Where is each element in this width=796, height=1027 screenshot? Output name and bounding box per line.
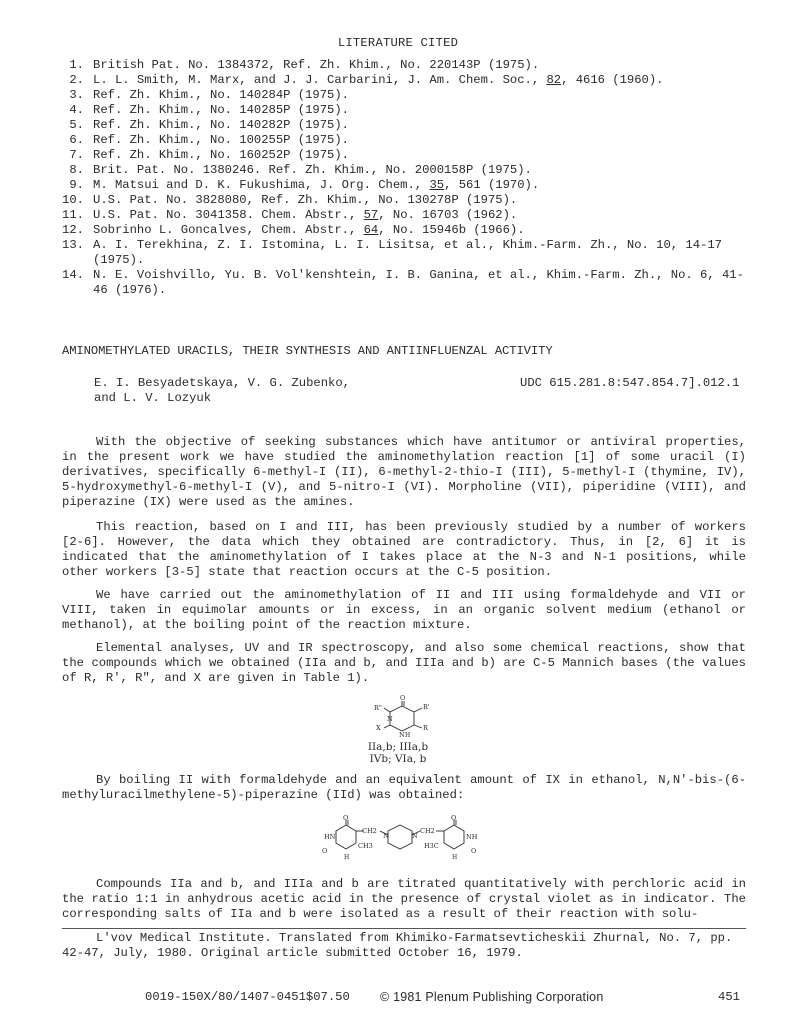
paragraph-2: This reaction, based on I and III, has been previously studied by a number of workers [2-6]. However, the data which they obtained are contradictory. Thus, in [2, 6] it is indicated that the aminomethylation of I takes place at the N-3 and N-1 positions, while other workers [3-5] state that reaction occurs at the C-5 position. bbox=[62, 520, 746, 579]
journal-code: 0019-150X/80/1407-0451$07.50 bbox=[145, 990, 350, 1004]
piperazine-structure-diagram bbox=[320, 814, 480, 863]
atom-label: H bbox=[452, 854, 458, 861]
atom-label: HN bbox=[324, 833, 336, 841]
reference-text: , 561 (1970). bbox=[444, 178, 540, 192]
page-number: 451 bbox=[718, 990, 740, 1004]
footnote-rule bbox=[62, 928, 746, 929]
reference-item bbox=[0, 208, 748, 223]
reference-text: Brit. Pat. No. 1380246. Ref. Zh. Khim., No. 2000158P (1975). bbox=[93, 163, 532, 177]
reference-text: Ref. Zh. Khim., No. 140282P (1975). bbox=[93, 118, 349, 132]
reference-item bbox=[0, 148, 748, 163]
reference-number: 10. bbox=[62, 193, 84, 207]
reference-text: 35 bbox=[429, 178, 445, 192]
udc-code: UDC 615.281.8:547.854.7].012.1 bbox=[520, 376, 740, 390]
reference-number: 13. bbox=[62, 238, 84, 252]
reference-item bbox=[0, 223, 748, 238]
reference-item bbox=[0, 118, 748, 133]
atom-label: X bbox=[376, 724, 381, 732]
atom-label: CH2 bbox=[420, 827, 435, 835]
atom-label: O bbox=[451, 814, 457, 822]
atom-label: N bbox=[412, 832, 418, 840]
reference-item bbox=[0, 103, 748, 118]
reference-item bbox=[0, 238, 748, 268]
footnote: L'vov Medical Institute. Translated from Khimiko-Farmatsevticheskii Zhurnal, No. 7, pp. 42-47, July, 1980. Original article submitted October 16, 1979. bbox=[62, 931, 733, 960]
reference-number: 9. bbox=[69, 178, 84, 192]
authors-line: and L. V. Lozyuk bbox=[94, 391, 212, 405]
paragraph-4: Elemental analyses, UV and IR spectroscopy, and also some chemical reactions, show that the compounds which we obtained (IIa and b, and IIIa and b) are C-5 Mannich bases (the values of R, R', R", and X are given in Table 1). bbox=[62, 641, 746, 685]
atom-label: O bbox=[471, 847, 477, 855]
reference-number: 11. bbox=[62, 208, 84, 222]
structure-label: IIa,b; IIIa,b bbox=[367, 741, 429, 753]
reference-list bbox=[0, 58, 796, 298]
reference-text: N. E. Voishvillo, Yu. B. Vol'kenshtein, I. B. Ganina, et al., Khim.-Farm. Zh., No. 6, 41-46 (1976). bbox=[93, 268, 744, 297]
atom-label: R" bbox=[374, 704, 382, 712]
reference-text: U.S. Pat. No. 3041358. Chem. Abstr., bbox=[93, 208, 364, 222]
reference-text: , No. 16703 (1962). bbox=[378, 208, 518, 222]
reference-text: , 4616 (1960). bbox=[561, 73, 664, 87]
paragraph-3: We have carried out the aminomethylation of II and III using formaldehyde and VII or VIII, taken in equimolar amounts or in excess, in an organic solvent medium (ethanol or methanol), at the boiling point of the reaction mixture. bbox=[62, 588, 746, 632]
reference-text: 64 bbox=[363, 223, 379, 237]
reference-text: , No. 15946b (1966). bbox=[378, 223, 525, 237]
atom-label: N bbox=[383, 832, 389, 840]
reference-number: 14. bbox=[62, 268, 84, 282]
reference-number: 6. bbox=[69, 133, 84, 147]
reference-number: 12. bbox=[62, 223, 84, 237]
atom-label: R bbox=[423, 724, 428, 732]
reference-number: 8. bbox=[69, 163, 84, 177]
reference-item bbox=[0, 193, 748, 208]
atom-label: CH2 bbox=[362, 827, 377, 835]
atom-label: O bbox=[322, 847, 328, 855]
reference-item bbox=[0, 88, 748, 103]
reference-text: U.S. Pat. No. 3828080, Ref. Zh. Khim., No. 130278P (1975). bbox=[93, 193, 518, 207]
reference-item bbox=[0, 268, 748, 298]
reference-text: 82 bbox=[546, 73, 562, 87]
reference-text: Ref. Zh. Khim., No. 160252P (1975). bbox=[93, 148, 349, 162]
atom-label: NH bbox=[466, 833, 478, 841]
paragraph-1: With the objective of seeking substances which have antitumor or antiviral properties, in the present work we have studied the aminomethylation reaction [1] of some uracil (I) derivatives, specifically 6-methyl-I (II), 6-methyl-2-thio-I (III), 5-methyl-I (thymine, IV), 5-hydroxymethyl-6-methyl-I (V), and 5-nitro-I (VI). Morpholine (VII), piperidine (VIII), and piperazine (IX) were used as the amines. bbox=[62, 435, 746, 509]
reference-number: 3. bbox=[69, 88, 84, 102]
literature-cited-heading: LITERATURE CITED bbox=[337, 36, 459, 50]
copyright-notice: © 1981 Plenum Publishing Corporation bbox=[380, 990, 604, 1004]
article-title: AMINOMETHYLATED URACILS, THEIR SYNTHESIS AND ANTIINFLUENZAL ACTIVITY bbox=[62, 344, 553, 358]
reference-number: 1. bbox=[69, 58, 84, 72]
atom-label: H3C bbox=[424, 842, 439, 850]
atom-label: H bbox=[405, 732, 411, 739]
reference-number: 5. bbox=[69, 118, 84, 132]
reference-item bbox=[0, 163, 748, 178]
atom-label: H bbox=[344, 854, 350, 861]
structure-label: IVb; VIa, b bbox=[369, 753, 427, 765]
reference-item bbox=[0, 178, 748, 193]
reference-text: Sobrinho L. Goncalves, Chem. Abstr., bbox=[93, 223, 364, 237]
reference-text: M. Matsui and D. K. Fukushima, J. Org. Chem., bbox=[93, 178, 430, 192]
atom-label: N bbox=[399, 731, 405, 739]
atom-label: O bbox=[343, 814, 349, 822]
reference-text: Ref. Zh. Khim., No. 100255P (1975). bbox=[93, 133, 349, 147]
reference-text: Ref. Zh. Khim., No. 140285P (1975). bbox=[93, 103, 349, 117]
authors-line: E. I. Besyadetskaya, V. G. Zubenko, bbox=[94, 376, 350, 390]
reference-text: A. I. Terekhina, Z. I. Istomina, L. I. Lisitsa, et al., Khim.-Farm. Zh., No. 10, 14-17 (1975). bbox=[93, 238, 722, 267]
reference-number: 2. bbox=[69, 73, 84, 87]
authors bbox=[94, 376, 414, 406]
atom-label: R' bbox=[423, 703, 430, 711]
reference-number: 7. bbox=[69, 148, 84, 162]
reference-text: Ref. Zh. Khim., No. 140284P (1975). bbox=[93, 88, 349, 102]
reference-item bbox=[0, 73, 748, 88]
paragraph-5: By boiling II with formaldehyde and an equivalent amount of IX in ethanol, N,N'-bis-(6-methyluracilmethylene-5)-piperazine (IId) was obtained: bbox=[62, 773, 746, 802]
reference-text: British Pat. No. 1384372, Ref. Zh. Khim., No. 220143P (1975). bbox=[93, 58, 540, 72]
atom-label: O bbox=[400, 694, 406, 702]
reference-item bbox=[0, 58, 748, 73]
atom-label: CH3 bbox=[358, 842, 373, 850]
uracil-structure-diagram bbox=[360, 694, 450, 740]
paragraph-6: Compounds IIa and b, and IIIa and b are titrated quantitatively with perchloric acid in the ratio 1:1 in anhydrous acetic acid in the presence of crystal violet as in indicator. The corresponding salts of IIa and b were isolated as a result of their reaction with solu- bbox=[62, 877, 746, 921]
atom-label: N bbox=[387, 715, 393, 723]
reference-number: 4. bbox=[69, 103, 84, 117]
reference-text: 57 bbox=[363, 208, 379, 222]
reference-item bbox=[0, 133, 748, 148]
reference-text: L. L. Smith, M. Marx, and J. J. Carbarini, J. Am. Chem. Soc., bbox=[93, 73, 547, 87]
